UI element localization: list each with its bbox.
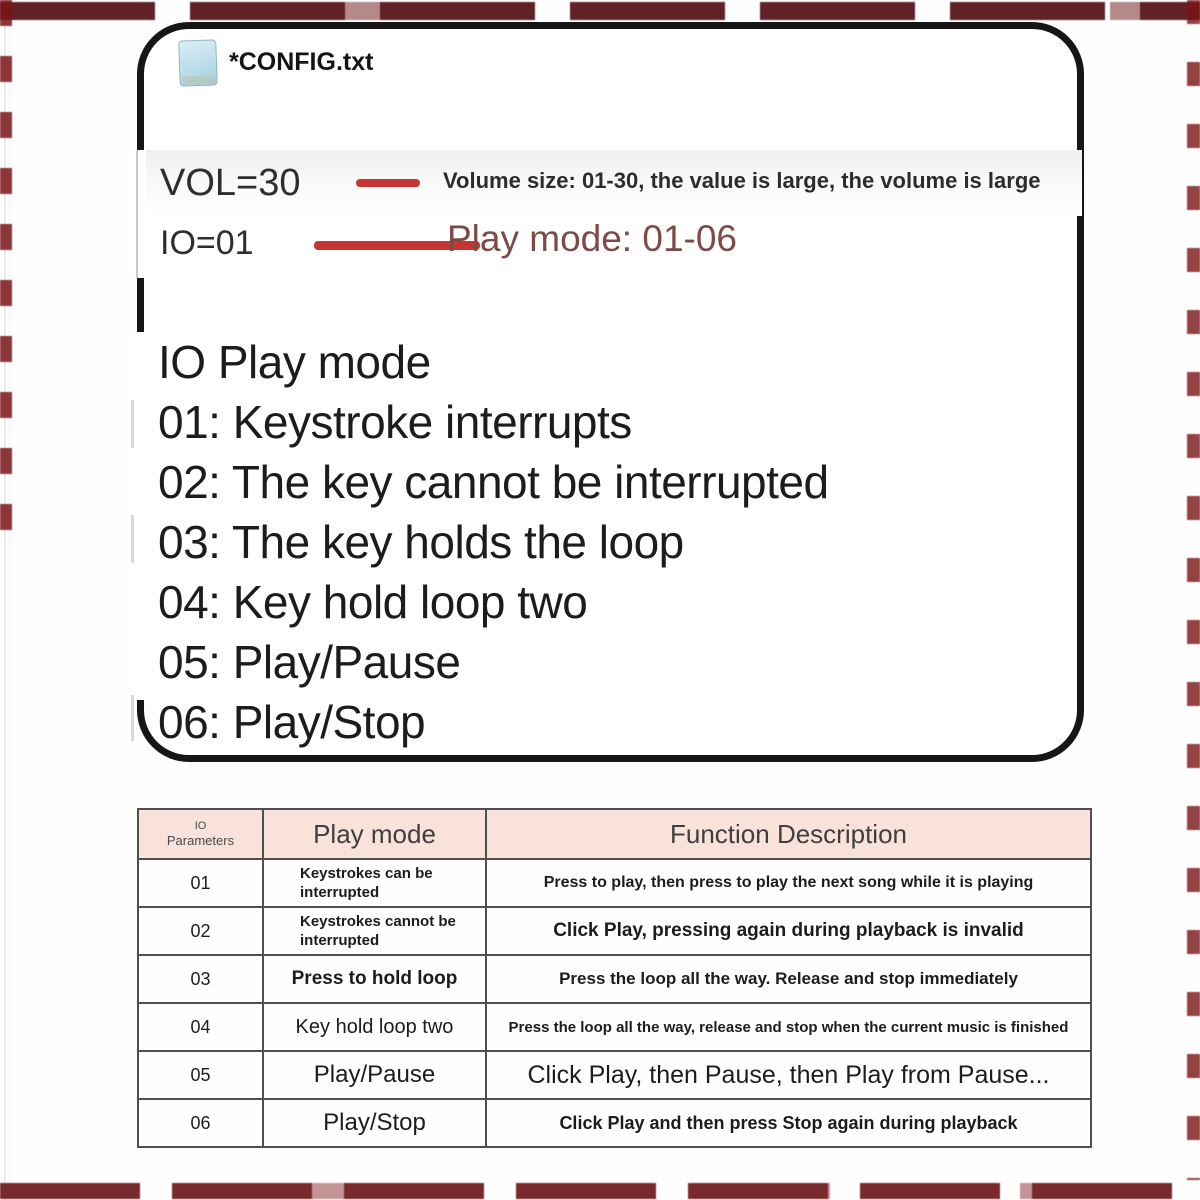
vol-annotation: Volume size: 01-30, the value is large, the volume is large <box>443 168 1041 193</box>
io-mode-item-01: 01: Keystroke interrupts <box>158 396 632 448</box>
table-header-row <box>138 809 1091 859</box>
description-cell: Click Play, then Pause, then Play from Pause... <box>486 1051 1091 1099</box>
left-scan-line <box>4 0 6 1200</box>
edge-artifact-bottom <box>0 1183 1200 1199</box>
header-io-parameters <box>138 809 263 859</box>
window-border-gap <box>132 150 146 278</box>
param-cell: 04 <box>138 1003 263 1051</box>
io-config-value: IO=01 <box>160 224 254 262</box>
io-mode-item-02: 02: The key cannot be interrupted <box>158 456 829 508</box>
mode-cell: Play/Pause <box>263 1051 486 1099</box>
description-cell: Press the loop all the way. Release and stop immediately <box>486 955 1091 1003</box>
io-mode-item-04: 04: Key hold loop two <box>158 576 588 628</box>
table-row <box>138 955 1091 1003</box>
left-margin-tick <box>131 400 134 448</box>
mode-cell: Keystrokes cannot be interrupted <box>263 907 486 955</box>
mode-cell: Key hold loop two <box>263 1003 486 1051</box>
param-cell: 02 <box>138 907 263 955</box>
param-cell: 01 <box>138 859 263 907</box>
window-title: *CONFIG.txt <box>229 48 374 76</box>
io-mode-item-05: 05: Play/Pause <box>158 636 461 688</box>
vol-config-value: VOL=30 <box>160 162 301 204</box>
description-cell: Click Play and then press Stop again during playback <box>486 1099 1091 1147</box>
text-file-icon-detail <box>182 76 212 84</box>
header-io-line1: IO <box>194 820 207 832</box>
description-cell: Press the loop all the way, release and stop when the current music is finished <box>486 1003 1091 1051</box>
io-mode-item-03: 03: The key holds the loop <box>158 516 684 568</box>
header-io-line2: Parameters <box>166 833 235 848</box>
param-cell: 03 <box>138 955 263 1003</box>
left-scan-line-2 <box>9 0 10 1200</box>
mode-cell: Keystrokes can be interrupted <box>263 859 486 907</box>
edge-artifact-left <box>0 0 12 540</box>
edge-artifact-top <box>0 2 1200 20</box>
window-border-remnant <box>136 150 138 278</box>
table-row <box>138 1051 1091 1099</box>
text-file-icon <box>178 39 218 86</box>
io-mode-item-06: 06: Play/Stop <box>158 696 426 748</box>
table-row <box>138 1099 1091 1147</box>
vol-connector-line <box>356 179 420 187</box>
table-row <box>138 1003 1091 1051</box>
left-margin-tick <box>131 515 134 563</box>
table-row <box>138 859 1091 907</box>
table-row <box>138 907 1091 955</box>
edge-artifact-right <box>1187 0 1200 1180</box>
io-play-mode-list <box>158 332 1058 752</box>
window-border-gap <box>132 332 146 700</box>
header-play-mode: Play mode <box>263 809 486 859</box>
param-cell: 06 <box>138 1099 263 1147</box>
param-cell: 05 <box>138 1051 263 1099</box>
left-margin-tick <box>131 695 134 741</box>
description-cell: Click Play, pressing again during playback is invalid <box>486 907 1091 955</box>
io-play-mode-heading: IO Play mode <box>158 336 431 388</box>
header-function-description: Function Description <box>486 809 1091 859</box>
mode-cell: Press to hold loop <box>263 955 486 1003</box>
mode-cell: Play/Stop <box>263 1099 486 1147</box>
play-mode-annotation: Play mode: 01-06 <box>447 218 738 259</box>
description-cell: Press to play, then press to play the next song while it is playing <box>486 859 1091 907</box>
play-mode-table <box>137 808 1092 1148</box>
